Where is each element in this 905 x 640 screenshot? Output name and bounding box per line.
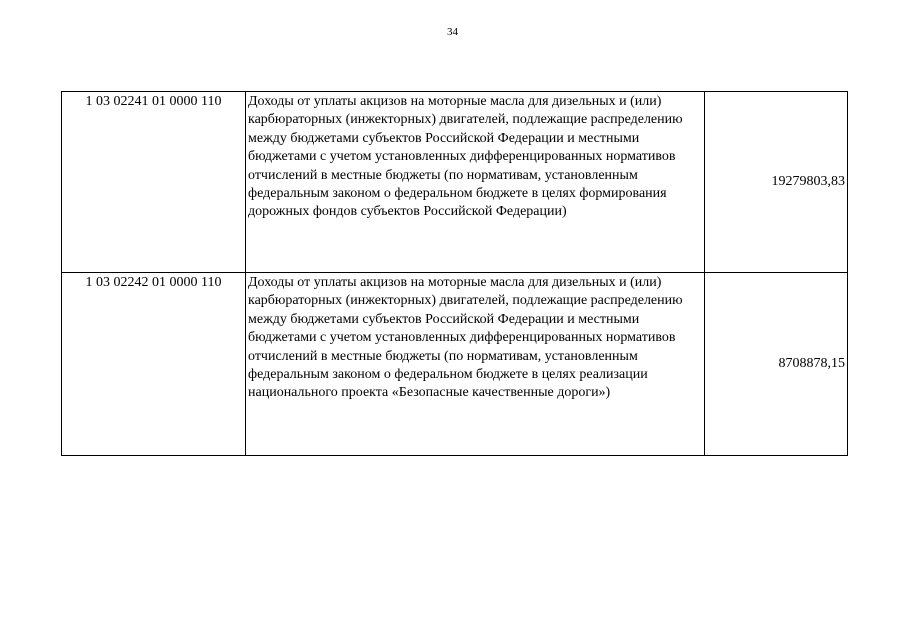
revenue-description: Доходы от уплаты акцизов на моторные масла для дизельных и (или) карбюраторных (инжекторных) двигателей, подлежащие распределению между бюджетами субъектов Российской Федерации и местными бюджетами с учетом установленных дифференцированных нормативов отчислений в местные бюджеты (по нормативам, установленным федеральным законом о федеральном бюджете в целях формирования дорожных фондов субъектов Российской Федерации) — [246, 92, 705, 273]
table-row — [62, 273, 848, 456]
revenue-description: Доходы от уплаты акцизов на моторные масла для дизельных и (или) карбюраторных (инжекторных) двигателей, подлежащие распределению между бюджетами субъектов Российской Федерации и местными бюджетами с учетом установленных дифференцированных нормативов отчислений в местные бюджеты (по нормативам, установленным федеральным законом о федеральном бюджете в целях реализации национального проекта «Безопасные качественные дороги») — [246, 273, 705, 456]
revenue-amount: 8708878,15 — [705, 273, 848, 456]
page-number: 34 — [447, 26, 458, 38]
revenue-amount: 19279803,83 — [705, 92, 848, 273]
budget-revenue-table — [61, 91, 848, 456]
budget-classification-code: 1 03 02241 01 0000 110 — [62, 92, 246, 273]
table-row — [62, 92, 848, 273]
budget-classification-code: 1 03 02242 01 0000 110 — [62, 273, 246, 456]
